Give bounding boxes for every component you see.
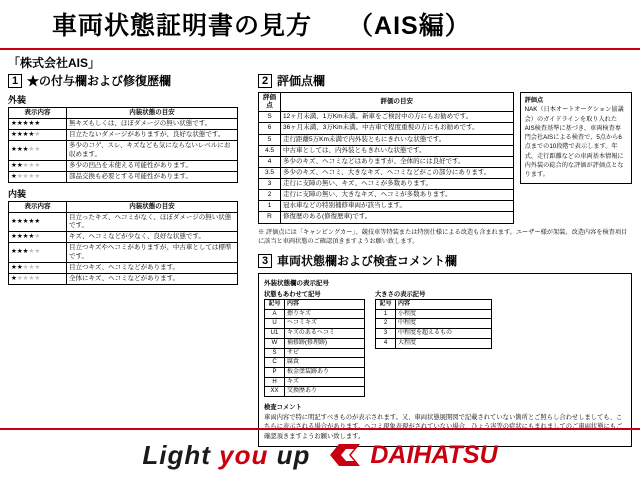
point-description: 中古車としては、内外装ともきれいな状態です。 — [281, 145, 514, 156]
daihatsu-emblem-icon — [328, 442, 362, 468]
comment-title: 検査コメント — [264, 403, 302, 411]
point-value: 2 — [259, 190, 281, 201]
symbol-meaning: 中程度を超えるもの — [396, 329, 492, 339]
table-row — [9, 160, 238, 171]
symbol-key: XX — [265, 387, 285, 397]
symbol-meaning: 中程度 — [396, 319, 492, 329]
col-header-content: 内容 — [285, 300, 365, 310]
col-header-symbol: 記号 — [265, 300, 285, 310]
document-header — [0, 0, 640, 50]
table-row — [376, 319, 492, 329]
grade-description: 目立つキズ、ヘコミなどがあります。 — [67, 262, 238, 273]
grade-stars: ★★★★★ — [9, 232, 67, 243]
point-value: 5 — [259, 134, 281, 145]
slogan-you: you — [219, 439, 269, 470]
symbol-left-table — [264, 299, 365, 397]
point-description: 修復歴のある(修復歴車)です。 — [281, 212, 514, 223]
grade-description: 多少の凹凸を未使える可能性があります。 — [67, 160, 238, 171]
symbol-meaning: 腐食 — [285, 358, 365, 368]
table-row — [259, 156, 514, 167]
symbol-key: 1 — [376, 309, 396, 319]
interior-label: 内装 — [8, 188, 27, 199]
points-note-body: NAK（日本オートオークション協議会）のガイドラインを取り入れたAIS検査基準に基づき、車両検査専門会社AISによる検査で、5点から6点までの10段階で表示します。年式、走行距離などの車両基本情報に内外装の総合的な評価が評価点となります。 — [524, 106, 624, 179]
table-row — [259, 112, 514, 123]
point-value: 6 — [259, 123, 281, 134]
right-column — [258, 72, 632, 447]
section-3-number: 3 — [258, 254, 272, 268]
table-row — [376, 309, 492, 319]
section-2-header — [258, 72, 632, 89]
symbol-key: 4 — [376, 338, 396, 348]
brand-name: DAIHATSU — [370, 440, 498, 469]
col-header-display: 表示内容 — [9, 108, 67, 119]
document-footer — [0, 428, 640, 480]
slogan — [142, 440, 310, 471]
symbol-meaning: キズ — [285, 377, 365, 387]
table-row — [9, 243, 238, 262]
table-header-row — [9, 201, 238, 212]
slogan-up: up — [276, 439, 311, 470]
grade-description: 目立つキズやヘコミがありますが、中古車としては標準です。 — [67, 243, 238, 262]
col-header-content: 内容 — [396, 300, 492, 310]
table-header-row — [265, 300, 365, 310]
table-row — [259, 134, 514, 145]
symbol-meaning: 補修跡(修理跡) — [285, 338, 365, 348]
symbol-key: U — [265, 319, 285, 329]
points-area — [258, 92, 632, 224]
grade-description: 全体にキズ、ヘコミなどがあります。 — [67, 273, 238, 284]
table-row — [9, 130, 238, 141]
table-row — [9, 119, 238, 130]
symbol-key: C — [265, 358, 285, 368]
points-note-box — [520, 92, 632, 184]
table-row — [376, 329, 492, 339]
point-value: 3.5 — [259, 167, 281, 178]
symbol-meaning: キズのあるヘコミ — [285, 329, 365, 339]
point-description: 冠水車などの特別補修車両が該当します。 — [281, 201, 514, 212]
symbol-meaning: 板金塗装跡あり — [285, 367, 365, 377]
symbol-key: S — [265, 348, 285, 358]
point-value: S — [259, 112, 281, 123]
exterior-table — [8, 107, 238, 183]
table-row — [265, 319, 365, 329]
symbol-key: U1 — [265, 329, 285, 339]
points-outer-note: ※ 評価点には「キャンピングカー」、競技車等特装または特別仕様による改造も含まれます。ユーザー様が架装、改造内容を検査項目に該当と車両状態のご確認頂きますようお願い致します。 — [258, 228, 628, 245]
table-row — [9, 141, 238, 160]
grade-description: キズ、ヘコミなどが少なく、良好な状態です。 — [67, 232, 238, 243]
table-row — [9, 262, 238, 273]
symbol-right-column — [375, 289, 492, 397]
page-title: 車両状態証明書の見方 — [52, 12, 313, 40]
grade-stars: ★★★★★ — [9, 141, 67, 160]
table-row — [259, 190, 514, 201]
slogan-light: Light — [142, 439, 211, 470]
section-1-number: 1 — [8, 74, 22, 88]
col-header-desc: 内装状態の目安 — [67, 201, 238, 212]
symbol-tables — [264, 289, 626, 397]
table-row — [259, 201, 514, 212]
point-description: 走行に支障の無い、キズ、ヘコミが多数あります。 — [281, 179, 514, 190]
left-column — [8, 72, 238, 285]
symbol-key: 3 — [376, 329, 396, 339]
section-3-box — [258, 273, 632, 447]
table-row — [9, 213, 238, 232]
table-row — [265, 358, 365, 368]
table-row — [265, 387, 365, 397]
grade-description: 部品交換も必要とする可能性があります。 — [67, 171, 238, 182]
point-value: 3 — [259, 179, 281, 190]
points-table — [258, 92, 514, 224]
comment-body: 車両内容で特に明記すべきものが表示されます。又、車両状態展開図で記載されていない箇所とご照らし合わせしましても、こちらに表示される場合があります。ヘコミ現象表現がされていない場合、ひょう害等の症状にもまれましてのご車両状態にもご確認頂きますようお願い致します。 — [264, 413, 623, 441]
company-name: 「株式会社AIS」 — [8, 56, 101, 70]
symbol-meaning: 大程度 — [396, 338, 492, 348]
points-note-title: 評価点 — [524, 97, 544, 104]
grade-description: 目立たないダメージがありますが、良好な状態です。 — [67, 130, 238, 141]
symbol-label: 外装状態欄の表示記号 — [264, 280, 329, 288]
symbol-meaning: ヘコミキズ — [285, 319, 365, 329]
symbol-key: 2 — [376, 319, 396, 329]
point-value: 4.5 — [259, 145, 281, 156]
table-row — [265, 338, 365, 348]
brand-logo — [328, 441, 497, 470]
table-row — [9, 171, 238, 182]
table-row — [265, 348, 365, 358]
table-row — [265, 377, 365, 387]
grade-stars: ★★★★★ — [9, 213, 67, 232]
section-2-title: 評価点欄 — [277, 74, 326, 88]
interior-table — [8, 201, 238, 285]
symbol-meaning: 交換歴あり — [285, 387, 365, 397]
point-description: 36ヶ月未満、3万Km未満。中古車で程度重視の方にもお勧めです。 — [281, 123, 514, 134]
grade-stars: ★★★★★ — [9, 130, 67, 141]
grade-stars: ★★★★★ — [9, 243, 67, 262]
table-row — [9, 232, 238, 243]
symbol-key: A — [265, 309, 285, 319]
point-description: 多少のキズ、ヘコミなどはありますが、全体的には良好です。 — [281, 156, 514, 167]
table-row — [376, 338, 492, 348]
table-row — [259, 179, 514, 190]
symbol-right-table — [375, 299, 492, 348]
grade-stars: ★★★★★ — [9, 262, 67, 273]
col-header-desc: 評価の目安 — [281, 93, 514, 112]
table-row — [259, 145, 514, 156]
col-header-symbol: 記号 — [376, 300, 396, 310]
symbol-key: H — [265, 377, 285, 387]
table-row — [265, 367, 365, 377]
col-header-display: 表示内容 — [9, 201, 67, 212]
table-header-row — [259, 93, 514, 112]
grade-stars: ★★★★★ — [9, 273, 67, 284]
table-row — [259, 167, 514, 178]
point-value: 1 — [259, 201, 281, 212]
symbol-left-caption: 状態もあわせて記号 — [264, 291, 321, 299]
table-row — [265, 329, 365, 339]
grade-stars: ★★★★★ — [9, 119, 67, 130]
table-row — [259, 123, 514, 134]
table-row — [9, 273, 238, 284]
table-row — [259, 212, 514, 223]
section-1-header — [8, 72, 238, 89]
symbol-right-caption: 大きさの表示記号 — [375, 291, 426, 299]
section-3-title: 車両状態欄および検査コメント欄 — [277, 254, 458, 269]
symbol-meaning: 擦りキズ — [285, 309, 365, 319]
symbol-key: P — [265, 367, 285, 377]
col-header-point: 評価点 — [259, 93, 281, 112]
symbol-meaning: サビ — [285, 348, 365, 358]
table-header-row — [9, 108, 238, 119]
point-description: 走行に支障の無い、大きなキズ、ヘコミが多数あります。 — [281, 190, 514, 201]
grade-description: 多少のコゲ、スレ、キズなども気にならないレベルにお収めます。 — [67, 141, 238, 160]
point-description: 多少のキズ、ヘコミ、大きなキズ、ヘコミなどがこの部分にあります。 — [281, 167, 514, 178]
section-3-header — [258, 252, 632, 269]
grade-description: 無キズもしくは、ほぼダメージの無い状態です。 — [67, 119, 238, 130]
page-subtitle: （AIS編） — [348, 12, 471, 40]
symbol-meaning: 小程度 — [396, 309, 492, 319]
section-2-number: 2 — [258, 74, 272, 88]
point-value: R — [259, 212, 281, 223]
point-value: 4 — [259, 156, 281, 167]
table-row — [265, 309, 365, 319]
section-1-title: ★の付与欄および修復歴欄 — [27, 74, 172, 88]
point-description: 走行距離5万Km未満で内外装ともにきれいな状態です。 — [281, 134, 514, 145]
grade-stars: ★★★★★ — [9, 171, 67, 182]
grade-description: 目立ったキズ、ヘコミがなく、ほぼダメージの無い状態です。 — [67, 213, 238, 232]
exterior-label: 外装 — [8, 95, 27, 105]
symbol-left-column — [264, 289, 365, 397]
point-description: 12ヶ月未満、1万Km未満。新車をご検討中の方にもお勧めです。 — [281, 112, 514, 123]
col-header-desc: 内装状態の目安 — [67, 108, 238, 119]
grade-stars: ★★★★★ — [9, 160, 67, 171]
table-header-row — [376, 300, 492, 310]
symbol-key: W — [265, 338, 285, 348]
